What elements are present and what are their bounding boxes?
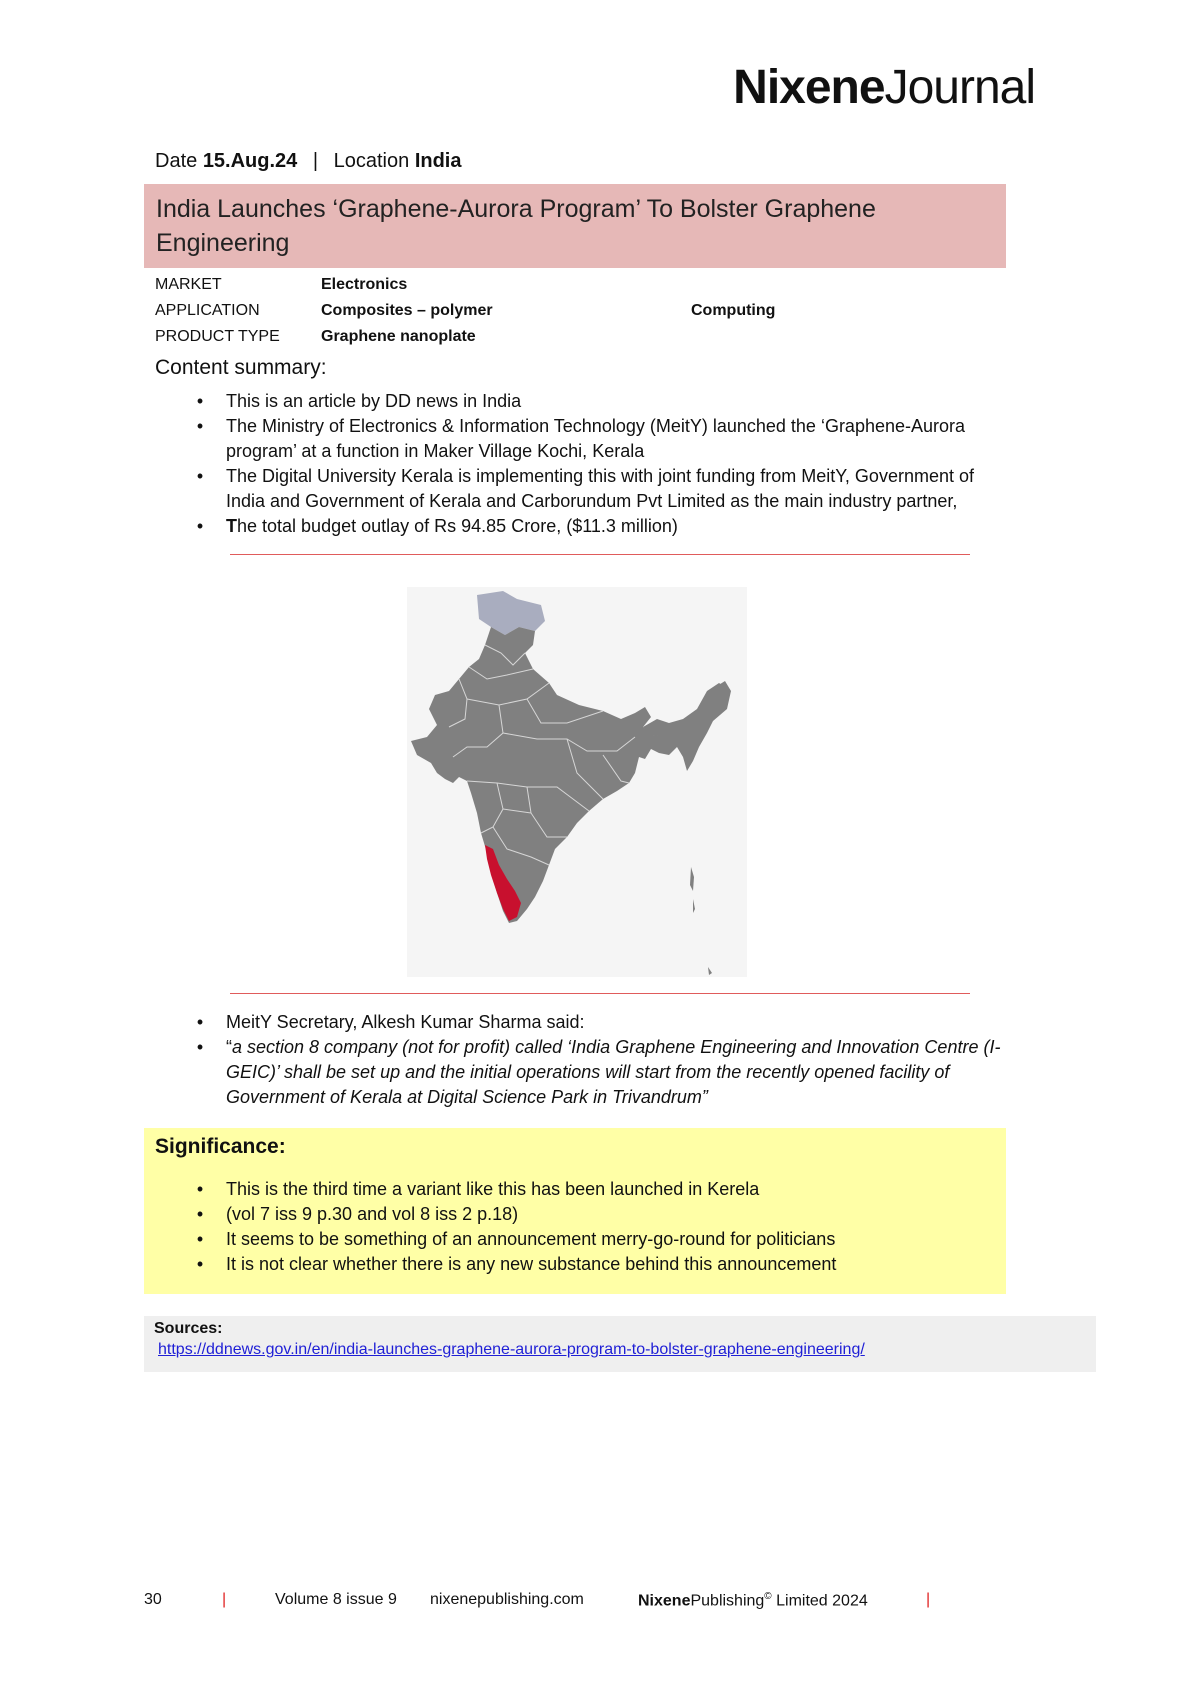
bullet-icon: •: [196, 391, 204, 411]
map-india-mainland: [411, 627, 731, 923]
bullet-icon: •: [196, 516, 204, 536]
location-label: Location: [333, 150, 410, 172]
logo-bold: Nixene: [733, 61, 885, 114]
india-map: [407, 587, 747, 977]
content-summary-heading: Content summary:: [155, 356, 327, 379]
list-item: [190, 1010, 1010, 1035]
list-item: [190, 464, 1010, 514]
copyright-mark: ©: [764, 1591, 772, 1602]
list-item-text: MeitY Secretary, Alkesh Kumar Sharma said:: [226, 1012, 585, 1032]
list-item-text: The Digital University Kerala is implementing this with joint funding from MeitY, Government of India and Government of Kerala and Carborundum Pvt Limited as the main industry partner,: [226, 466, 974, 511]
content-summary-list: [190, 389, 1010, 539]
dateline: [155, 150, 461, 173]
quote-list: [190, 1010, 1010, 1110]
list-item-text: he total budget outlay of Rs 94.85 Crore, ($11.3 million): [237, 516, 678, 536]
sources-heading: Sources:: [154, 1320, 223, 1337]
list-item: [190, 1202, 1010, 1227]
map-disputed-region: [477, 591, 545, 635]
footer-site: nixenepublishing.com: [430, 1591, 584, 1608]
footer-separator: |: [222, 1591, 227, 1608]
bullet-icon: •: [196, 1204, 204, 1224]
footer-publisher-rest: Publishing: [690, 1592, 765, 1610]
footer-volume: Volume 8 issue 9: [275, 1591, 397, 1608]
footer-separator: |: [926, 1591, 931, 1608]
divider-bottom: [230, 993, 970, 994]
article-title-box: [144, 184, 1006, 268]
journal-logo: [733, 61, 1035, 114]
footer-publisher-tail: Limited 2024: [771, 1592, 868, 1610]
location-value: India: [414, 150, 462, 172]
list-item-lead: T: [226, 516, 237, 536]
significance-heading: Significance:: [155, 1135, 286, 1158]
bullet-icon: •: [196, 416, 204, 436]
list-item: [190, 1035, 1010, 1110]
quote-open-mark: “: [226, 1037, 232, 1057]
date-value: 15.Aug.24: [202, 150, 298, 172]
footer-publisher: [638, 1591, 868, 1610]
bullet-icon: •: [196, 1179, 204, 1199]
list-item: [190, 1252, 1010, 1277]
meta-application-label: APPLICATION: [155, 302, 260, 319]
sources-box: [144, 1316, 1096, 1372]
source-link[interactable]: https://ddnews.gov.in/en/india-launches-graphene-aurora-program-to-bolster-graphene-engineering/: [158, 1341, 865, 1358]
map-islands: [690, 867, 694, 891]
meta-market-label: MARKET: [155, 276, 222, 293]
divider-top: [230, 554, 970, 555]
meta-product-label: PRODUCT TYPE: [155, 328, 280, 345]
quote-text: a section 8 company (not for profit) called ‘India Graphene Engineering and Innovation Centre (I-GEIC)’ shall be set up and the initial operations will start from the recently opened facility of Government of Kerala at Digital Science Park in Trivandrum”: [226, 1037, 1001, 1107]
bullet-icon: •: [196, 1037, 204, 1057]
list-item: [190, 1227, 1010, 1252]
date-label: Date: [155, 150, 198, 172]
map-islands: [693, 899, 695, 913]
bullet-icon: •: [196, 466, 204, 486]
meta-product-value: Graphene nanoplate: [321, 328, 476, 345]
article-title: India Launches ‘Graphene-Aurora Program’ To Bolster Graphene Engineering: [156, 195, 876, 257]
list-item-text: (vol 7 iss 9 p.30 and vol 8 iss 2 p.18): [226, 1204, 519, 1224]
meta-application-value-2: Computing: [691, 302, 776, 319]
list-item: [190, 514, 1010, 539]
list-item: [190, 389, 1010, 414]
map-islands: [708, 967, 712, 975]
list-item-text: This is an article by DD news in India: [226, 391, 522, 411]
list-item-text: It is not clear whether there is any new substance behind this announcement: [226, 1254, 837, 1274]
dateline-separator: |: [312, 150, 319, 172]
list-item: [190, 414, 1010, 464]
bullet-icon: •: [196, 1254, 204, 1274]
bullet-icon: •: [196, 1012, 204, 1032]
india-map-figure: [407, 587, 747, 977]
footer-page-number: 30: [144, 1591, 162, 1608]
list-item-text: This is the third time a variant like this has been launched in Kerela: [226, 1179, 760, 1199]
list-item: [190, 1177, 1010, 1202]
meta-application-value: Composites – polymer: [321, 302, 493, 319]
bullet-icon: •: [196, 1229, 204, 1249]
meta-market-value: Electronics: [321, 276, 408, 293]
significance-list: [190, 1177, 1010, 1277]
list-item-text: The Ministry of Electronics & Information Technology (MeitY) launched the ‘Graphene-Aurora program’ at a function in Maker Village Kochi, Kerala: [226, 416, 966, 461]
footer-publisher-bold: Nixene: [638, 1592, 691, 1610]
logo-light: Journal: [884, 61, 1035, 114]
list-item-text: It seems to be something of an announcement merry-go-round for politicians: [226, 1229, 836, 1249]
